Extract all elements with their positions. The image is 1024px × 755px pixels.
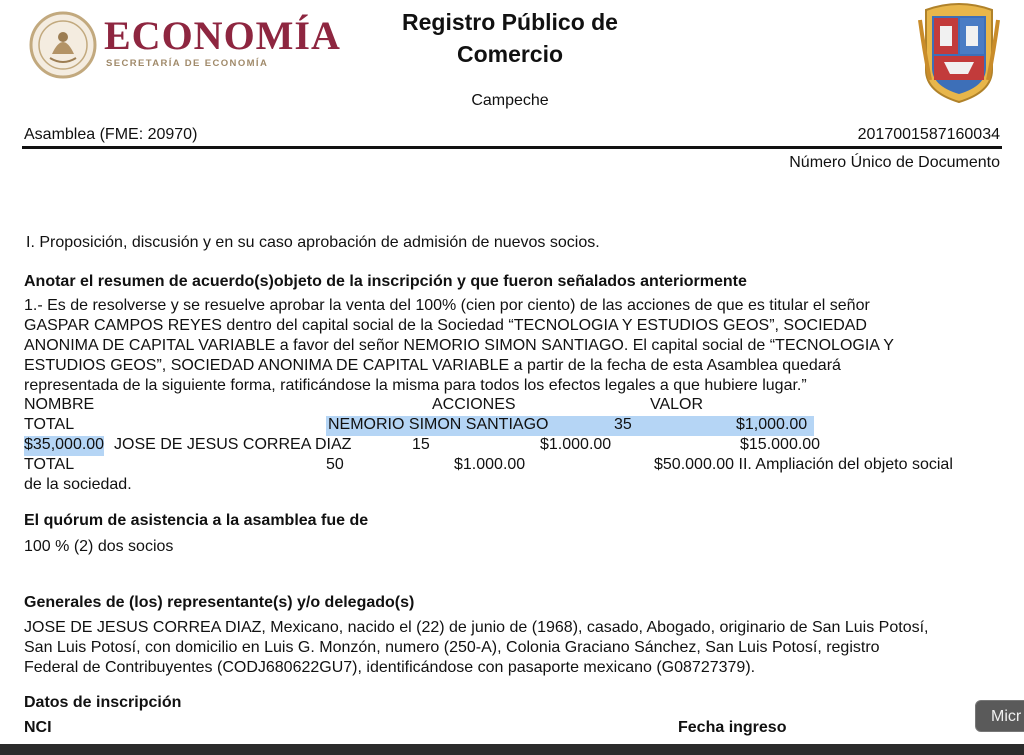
- title-line-1: Registro Público de: [402, 9, 618, 35]
- inscription-heading: Datos de inscripción: [24, 694, 182, 711]
- row2-acciones: 15: [412, 436, 430, 453]
- header-divider: [22, 146, 1002, 149]
- assembly-label: Asamblea (FME: 20970): [24, 126, 198, 143]
- row1-acciones: 35: [614, 416, 632, 433]
- campeche-crest-icon: [918, 0, 1000, 104]
- representatives-heading: Generales de (los) representante(s) y/o delegado(s): [24, 594, 415, 611]
- row1-total-label: TOTAL: [24, 416, 75, 433]
- document-number-label: Número Único de Documento: [789, 154, 1000, 171]
- summary-line: GASPAR CAMPOS REYES dentro del capital social de la Sociedad “TECNOLOGIA Y ESTUDIOS GEOS”, SOCIEDAD: [24, 317, 867, 334]
- brand-name: ECONOMÍA: [104, 13, 341, 58]
- page-title: [320, 6, 700, 70]
- economia-logo: [28, 8, 341, 78]
- representatives-line: JOSE DE JESUS CORREA DIAZ, Mexicano, nacido el (22) de junio de (1968), casado, Abogado, originario de San Luis Potosí,: [24, 619, 929, 636]
- row2-sum: $15.000.00: [740, 436, 821, 453]
- quorum-value: 100 % (2) dos socios: [24, 538, 174, 555]
- row4-text: de la sociedad.: [24, 476, 132, 493]
- summary-paragraph: [24, 296, 894, 396]
- row2-name: JOSE DE JESUS CORREA DIAZ: [114, 436, 352, 453]
- summary-line: representada de la siguiente forma, ratificándose la misma para todos los efectos legales a que hubiere lugar.”: [24, 377, 807, 394]
- fecha-ingreso-label: Fecha ingreso: [678, 719, 787, 736]
- nci-label: NCI: [24, 719, 52, 736]
- summary-line: ESTUDIOS GEOS”, SOCIEDAD ANONIMA DE CAPITAL VARIABLE a partir de la fecha de esta Asamblea quedará: [24, 357, 841, 374]
- national-seal-icon: [28, 10, 98, 80]
- table-header-acciones: ACCIONES: [432, 396, 516, 413]
- row3-sum: $50.000.00 II. Ampliación del objeto social: [654, 456, 953, 473]
- proposal-text: I. Proposición, discusión y en su caso aprobación de admisión de nuevos socios.: [26, 234, 600, 251]
- bottom-bar: [0, 744, 1024, 755]
- row1-valor: $1,000.00: [736, 416, 808, 433]
- row2-total-value: $35,000.00: [24, 436, 104, 456]
- summary-heading: Anotar el resumen de acuerdo(s)objeto de la inscripción y que fueron señalados anteriormente: [24, 273, 747, 290]
- city-name: Campeche: [471, 92, 549, 109]
- quorum-heading: El quórum de asistencia a la asamblea fue de: [24, 512, 369, 529]
- summary-line: ANONIMA DE CAPITAL VARIABLE a favor del señor NEMORIO SIMON SANTIAGO. El capital social de “TECNOLOGIA Y: [24, 337, 894, 354]
- representatives-line: Federal de Contribuyentes (CODJ680622GU7), identificándose con pasaporte mexicano (G08727379).: [24, 659, 756, 676]
- row3-valor: $1.000.00: [454, 456, 526, 473]
- table-header-valor: VALOR: [650, 396, 704, 413]
- representatives-paragraph: [24, 618, 928, 678]
- row2-valor: $1.000.00: [540, 436, 612, 453]
- brand-subtitle: SECRETARÍA DE ECONOMÍA: [106, 58, 269, 69]
- shareholder-table: [0, 396, 1024, 496]
- row3-acciones: 50: [326, 456, 344, 473]
- row3-total-label: TOTAL: [24, 456, 75, 473]
- microphone-button[interactable]: Micr: [975, 700, 1024, 732]
- table-header-nombre: NOMBRE: [24, 396, 95, 413]
- document-number: 2017001587160034: [857, 126, 1000, 143]
- summary-line: 1.- Es de resolverse y se resuelve aprobar la venta del 100% (cien por ciento) de las acciones de que es titular el señor: [24, 297, 870, 314]
- representatives-line: San Luis Potosí, con domicilio en Luis G. Monzón, numero (250-A), Colonia Graciano Sánchez, San Luis Potosí, registro: [24, 639, 880, 656]
- row1-name: NEMORIO SIMON SANTIAGO: [328, 416, 549, 433]
- title-line-2: Comercio: [456, 41, 564, 67]
